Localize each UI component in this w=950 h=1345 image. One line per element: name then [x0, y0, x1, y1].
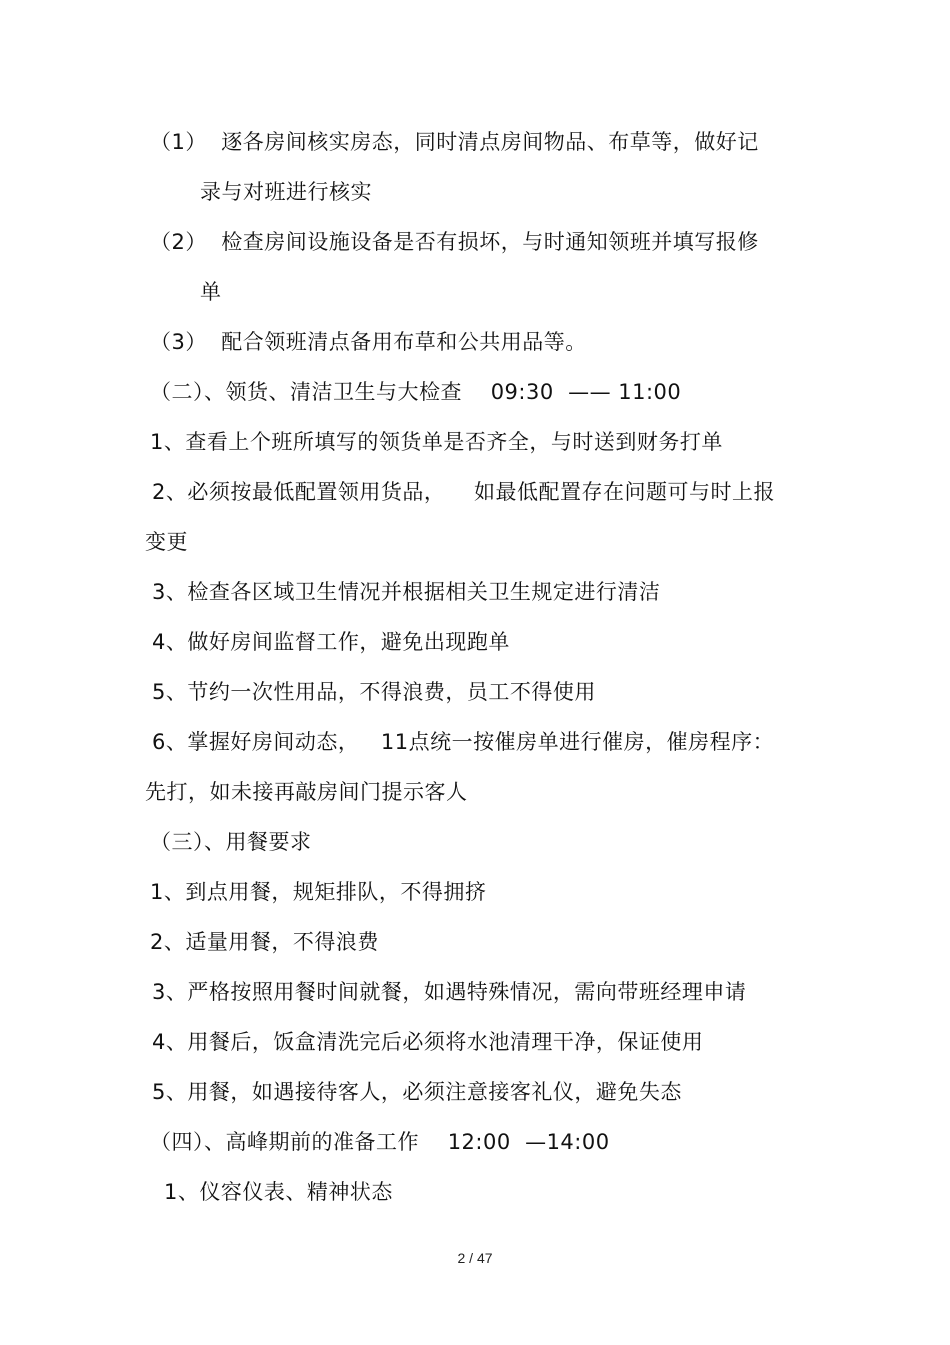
- section-heading: （三）、用餐要求: [150, 830, 312, 854]
- text-line: 单: [200, 280, 222, 304]
- text-line: 4、用餐后，饭盒清洗完后必须将水池清理干净，保证使用: [152, 1030, 704, 1054]
- text-line: 1、查看上个班所填写的领货单是否齐全，与时送到财务打单: [150, 430, 723, 454]
- section-heading: （二）、领货、清洁卫生与大检查 09:30 —— 11:00: [150, 380, 682, 404]
- text-line: 录与对班进行核实: [200, 180, 372, 204]
- text-line: 5、用餐，如遇接待客人，必须注意接客礼仪，避免失态: [152, 1080, 682, 1104]
- text-line: 4、做好房间监督工作，避免出现跑单: [152, 630, 510, 654]
- text-line: 变更: [145, 530, 188, 554]
- text-line: 3、严格按照用餐时间就餐，如遇特殊情况，需向带班经理申请: [152, 980, 747, 1004]
- text-line: 6、掌握好房间动态， 11点统一按催房单进行催房，催房程序：: [152, 730, 775, 754]
- text-line: 2、必须按最低配置领用货品， 如最低配置存在问题可与时上报: [152, 480, 776, 504]
- section-heading: （四）、高峰期前的准备工作 12:00 —14:00: [150, 1130, 610, 1154]
- text-line: （1） 逐各房间核实房态，同时清点房间物品、布草等，做好记: [150, 130, 759, 154]
- text-line: 3、检查各区域卫生情况并根据相关卫生规定进行清洁: [152, 580, 661, 604]
- total-pages: 47: [476, 1250, 493, 1266]
- page-number: [0, 1250, 950, 1266]
- text-line: （2） 检查房间设施设备是否有损坏，与时通知领班并填写报修: [150, 230, 759, 254]
- text-line: 2、适量用餐，不得浪费: [150, 930, 379, 954]
- text-line: 1、仪容仪表、精神状态: [164, 1180, 393, 1204]
- text-line: （3） 配合领班清点备用布草和公共用品等。: [150, 330, 587, 354]
- text-line: 5、节约一次性用品，不得浪费，员工不得使用: [152, 680, 596, 704]
- text-line: 1、到点用餐，规矩排队，不得拥挤: [150, 880, 487, 904]
- page-separator: /: [469, 1250, 474, 1266]
- text-line: 先打，如未接再敲房间门提示客人: [145, 780, 468, 804]
- current-page: 2: [457, 1250, 466, 1266]
